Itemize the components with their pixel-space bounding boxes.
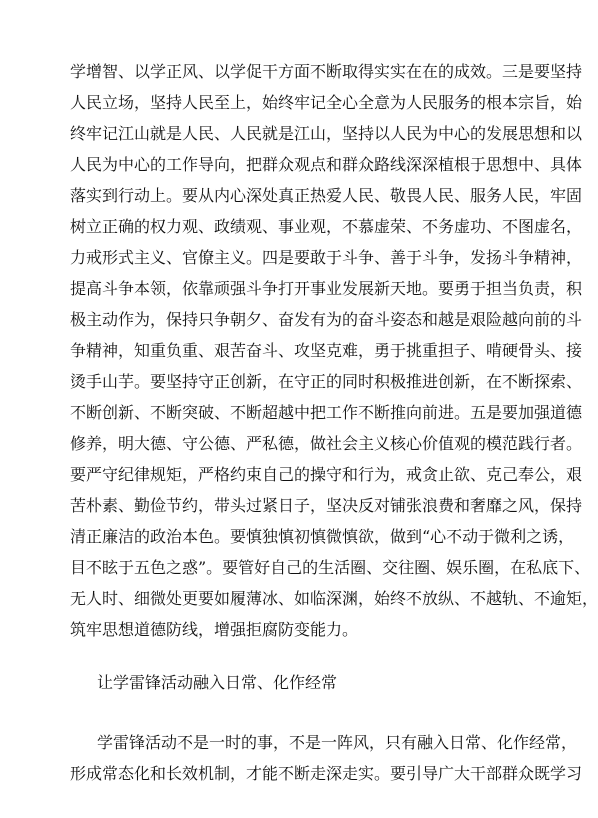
body-text-line: 树立正确的权力观、政绩观、事业观，不慕虚荣、不务虚功、不图虚名，	[70, 217, 583, 236]
section-heading: 让学雷锋活动融入日常、化作经常	[97, 673, 338, 692]
body-text-line: 极主动作为，保持只争朝夕、奋发有为的奋斗姿态和越是艰险越向前的斗	[70, 310, 583, 329]
body-text-line: 提高斗争本领，依靠顽强斗争打开事业发展新天地。要勇于担当负责，积	[70, 279, 583, 298]
body-text-line: 形成常态化和长效机制，才能不断走深走实。要引导广大干部群众既学习	[70, 764, 583, 783]
body-text-line: 终牢记江山就是人民、人民就是江山，坚持以人民为中心的发展思想和以	[70, 124, 583, 143]
body-text-line: 苦朴素、勤俭节约，带头过紧日子，坚决反对铺张浪费和奢靡之风，保持	[70, 496, 583, 515]
body-text-line: 落实到行动上。要从内心深处真正热爱人民、敬畏人民、服务人民，牢固	[70, 186, 583, 205]
body-text-line: 人民为中心的工作导向，把群众观点和群众路线深深植根于思想中、具体	[70, 155, 583, 174]
body-text-line: 力戒形式主义、官僚主义。四是要敢于斗争、善于斗争，发扬斗争精神，	[70, 248, 583, 267]
body-text-line: 争精神，知重负重、艰苦奋斗、攻坚克难，勇于挑重担子、啃硬骨头、接	[70, 341, 583, 360]
body-text-line: 目不眩于五色之惑”。要管好自己的生活圈、交往圈、娱乐圈，在私底下、	[70, 558, 591, 577]
body-text-line: 烫手山芋。要坚持守正创新，在守正的同时积极推进创新，在不断探索、	[70, 372, 583, 391]
body-text-line: 学增智、以学正风、以学促干方面不断取得实实在在的成效。三是要坚持	[70, 62, 583, 81]
body-text-line: 无人时、细微处更要如履薄冰、如临深渊，始终不放纵、不越轨、不逾矩，	[70, 589, 598, 608]
body-text-line: 不断创新、不断突破、不断超越中把工作不断推向前进。五是要加强道德	[70, 403, 583, 422]
body-text-line: 清正廉洁的政治本色。要慎独慎初慎微慎欲，做到“心不动于微利之诱，	[70, 527, 575, 546]
body-text-line: 修养，明大德、守公德、严私德，做社会主义核心价值观的模范践行者。	[70, 434, 583, 453]
body-text-line: 要严守纪律规矩，严格约束自己的操守和行为，戒贪止欲、克己奉公，艰	[70, 465, 583, 484]
body-text-line: 人民立场，坚持人民至上，始终牢记全心全意为人民服务的根本宗旨，始	[70, 93, 583, 112]
body-text-line: 筑牢思想道德防线，增强拒腐防变能力。	[70, 620, 359, 639]
body-text-line: 学雷锋活动不是一时的事，不是一阵风，只有融入日常、化作经常，	[97, 733, 578, 752]
